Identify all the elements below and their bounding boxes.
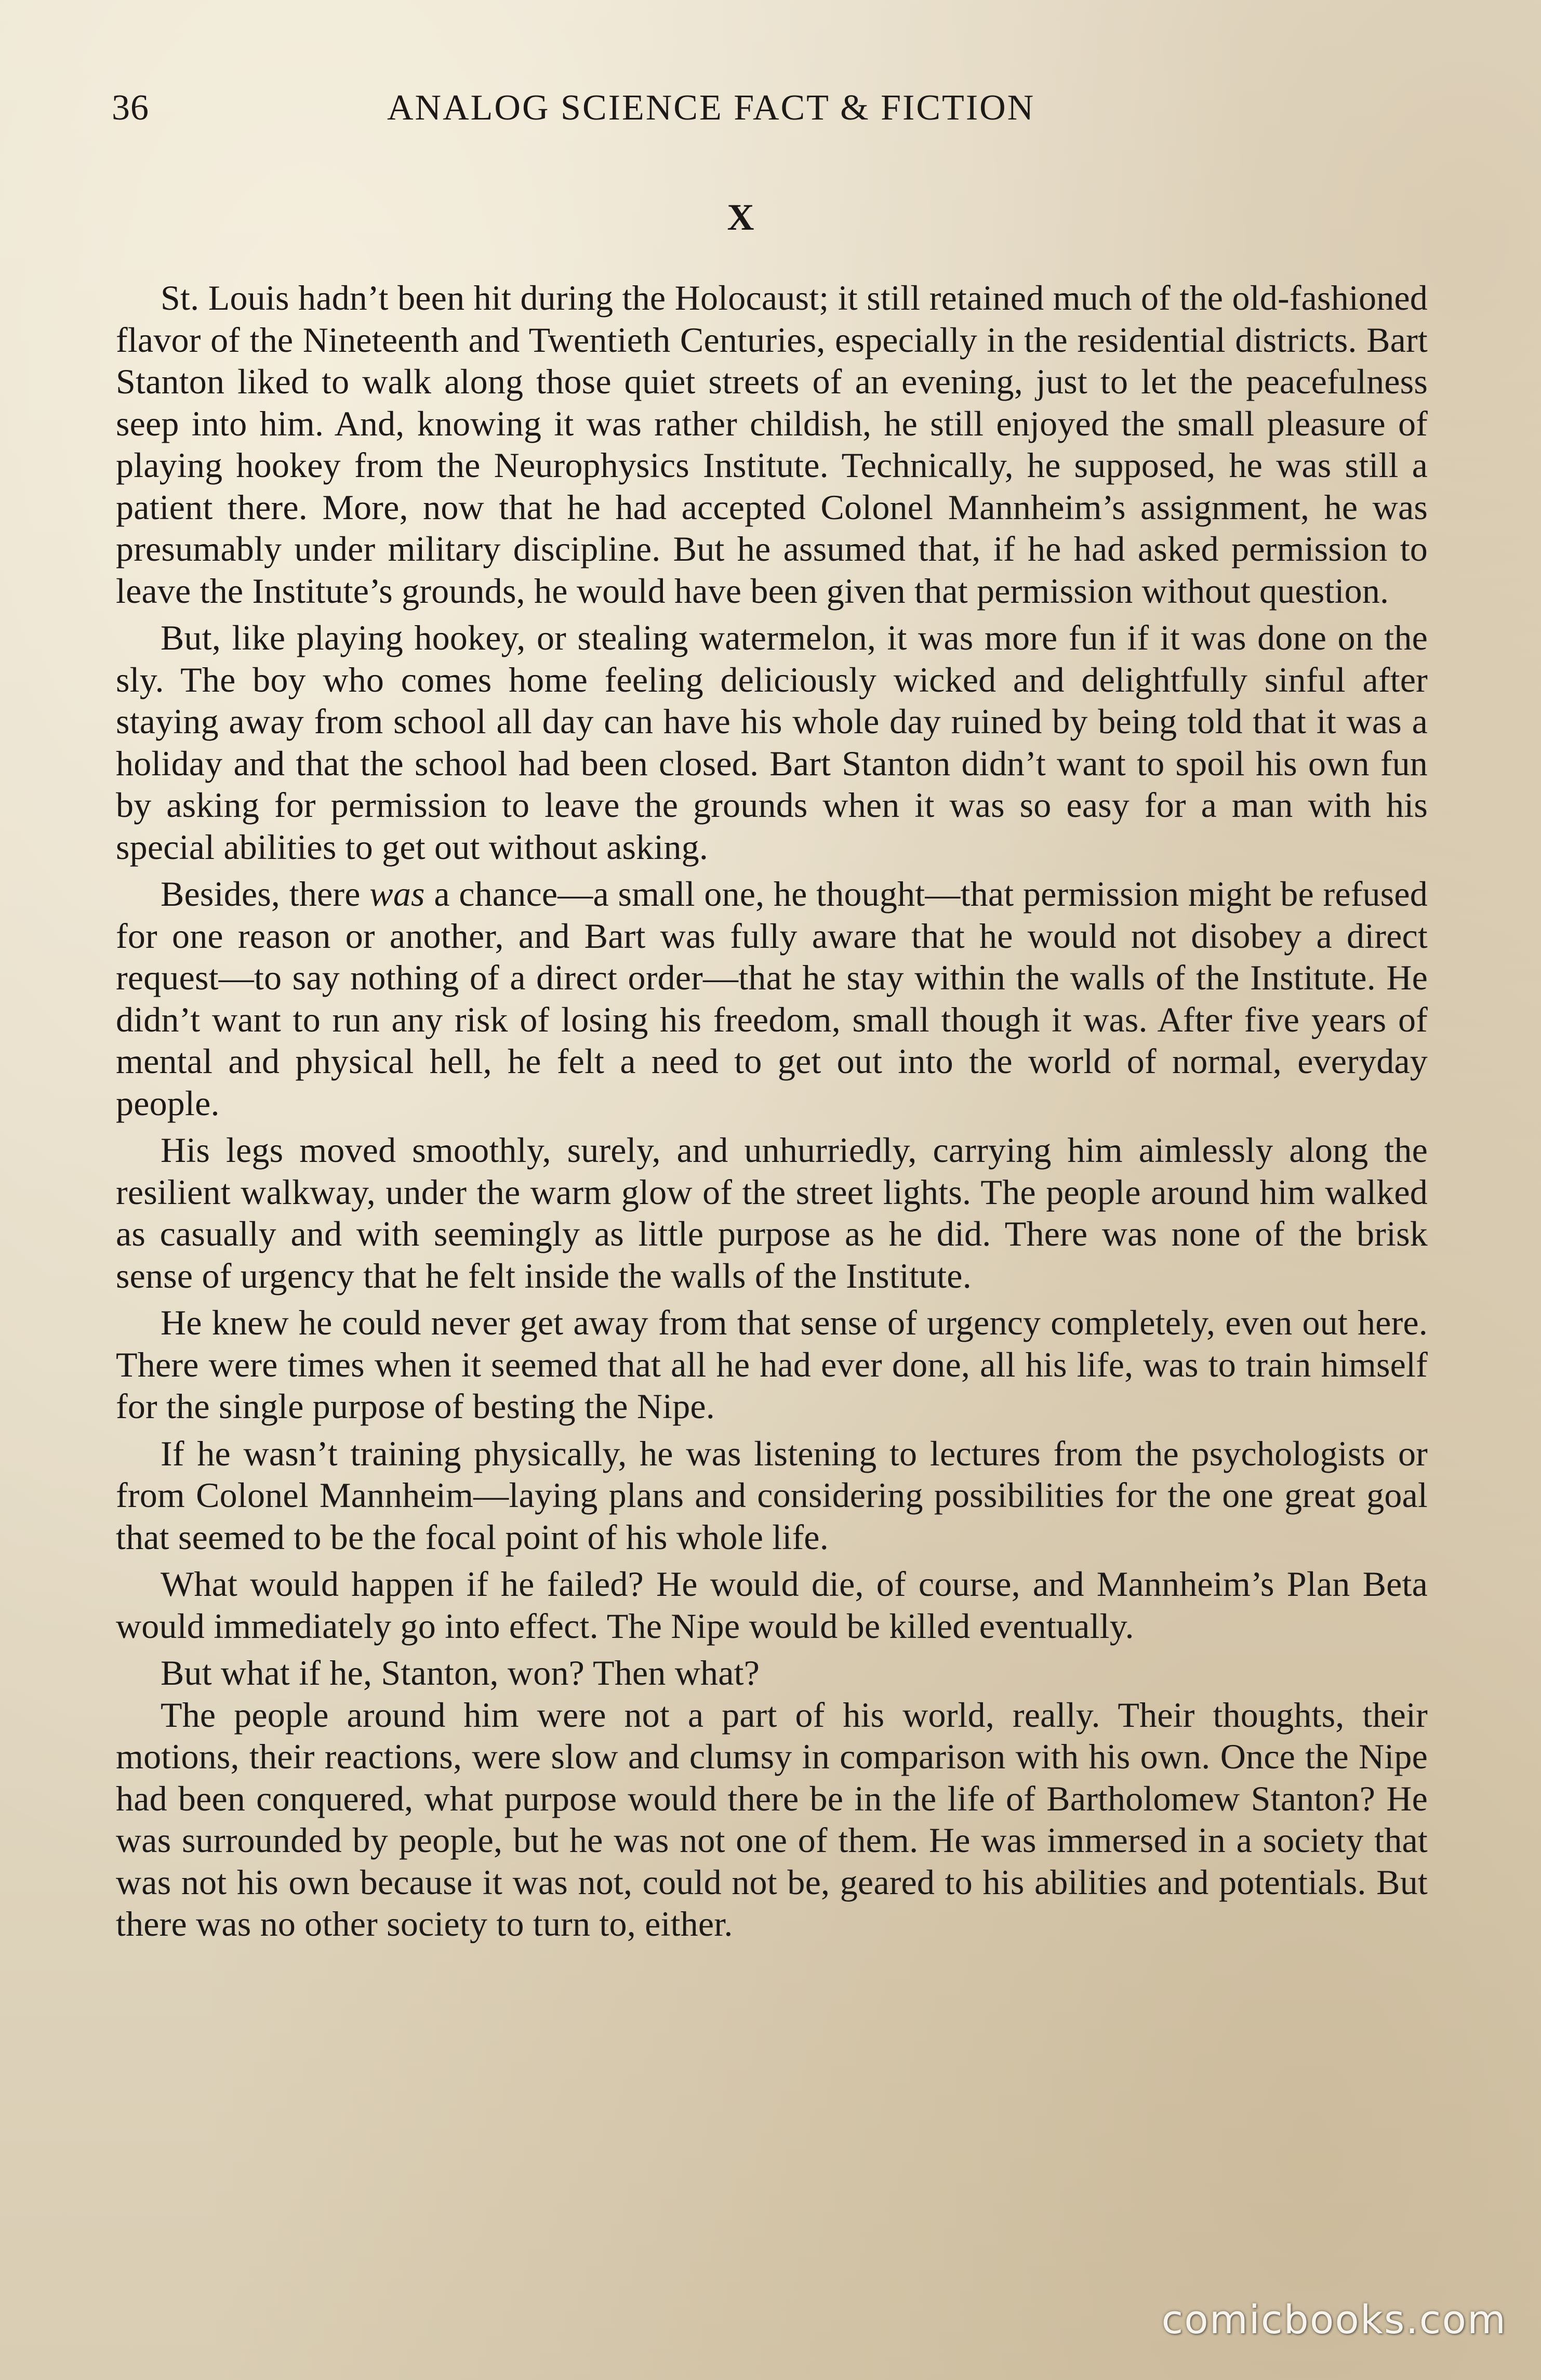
paragraph: If he wasn’t training physically, he was listening to lectures from the psychologists or from Colonel Mannheim—laying plans and considering possibilities for the one great goal that seemed to be the focal point of his whole life. [116,1433,1428,1557]
paragraph: The people around him were not a part of his world, really. Their thoughts, their motions, their reactions, were slow and clumsy in comparison with his own. Once the Nipe had been conquered, what purpose would there be in the life of Bartholomew Stanton? He was surrounded by people, but he was not one of them. He was immersed in a society that was not his own because it was not, could not be, geared to his abilities and potentials. But there was no other society to turn to, either. [116,1695,1428,1943]
paragraph: His legs moved smoothly, surely, and unhurriedly, carrying him aimlessly along the resilient walkway, under the warm glow of the street lights. The people around him walked as casually and with seemingly as little purpose as he did. There was none of the brisk sense of urgency that he felt inside the walls of the Institute. [116,1130,1428,1295]
paragraph: He knew he could never get away from that sense of urgency completely, even out here. There were times when it seemed that all he had ever done, all his life, was to train himself for the single purpose of besting the Nipe. [116,1303,1428,1426]
text-run: Besides, there [161,874,370,914]
paragraph: But what if he, Stanton, won? Then what? [161,1653,760,1693]
text-run: a chance—a small one, he thought—that permission might be refused for one reason or another, and Bart was fully aware that he would not disobey a direct request—to say nothing of a direct order—that he stay within the walls of the Institute. He didn’t want to run any risk of losing his freedom, small though it was. After five years of mental and physical hell, he felt a need to get out into the world of normal, everyday people. [116,874,1428,1123]
paragraph: What would happen if he failed? He would die, of course, and Mannheim’s Plan Beta would immediately go into effect. The Nipe would be killed eventually. [116,1564,1428,1646]
journal-title: ANALOG SCIENCE FACT & FICTION [387,88,1035,128]
watermark: comicbooks.com [1161,2296,1507,2343]
paragraph [116,873,1428,1124]
paragraph: St. Louis hadn’t been hit during the Holocaust; it still retained much of the old-fashioned flavor of the Nineteenth and Twentieth Centuries, especially in the residential districts. Bart Stanton liked to walk along those quiet streets of an evening, just to let the peacefulness seep into him. And, knowing it was rather childish, he still enjoyed the small pleasure of playing hookey from the Neurophysics Institute. Technically, he supposed, he was still a patient there. More, now that he had accepted Colonel Mannheim’s assignment, he was presumably under military discipline. But he assumed that, if he had asked permission to leave the Institute’s grounds, he would have been given that permission without question. [116,278,1428,611]
chapter-number: X [727,196,754,238]
page-number: 36 [112,88,149,128]
paragraph: But, like playing hookey, or stealing watermelon, it was more fun if it was done on the sly. The boy who comes home feeling deliciously wicked and delightfully sinful after staying away from school all day can have his whole day ruined by being told that it was a holiday and that the school had been closed. Bart Stanton didn’t want to spoil his own fun by asking for permission to leave the grounds when it was so easy for a man with his special abilities to get out without asking. [116,618,1428,867]
body-text [116,277,1428,1950]
running-head [112,82,1432,134]
italic-emphasis: was [369,874,425,914]
